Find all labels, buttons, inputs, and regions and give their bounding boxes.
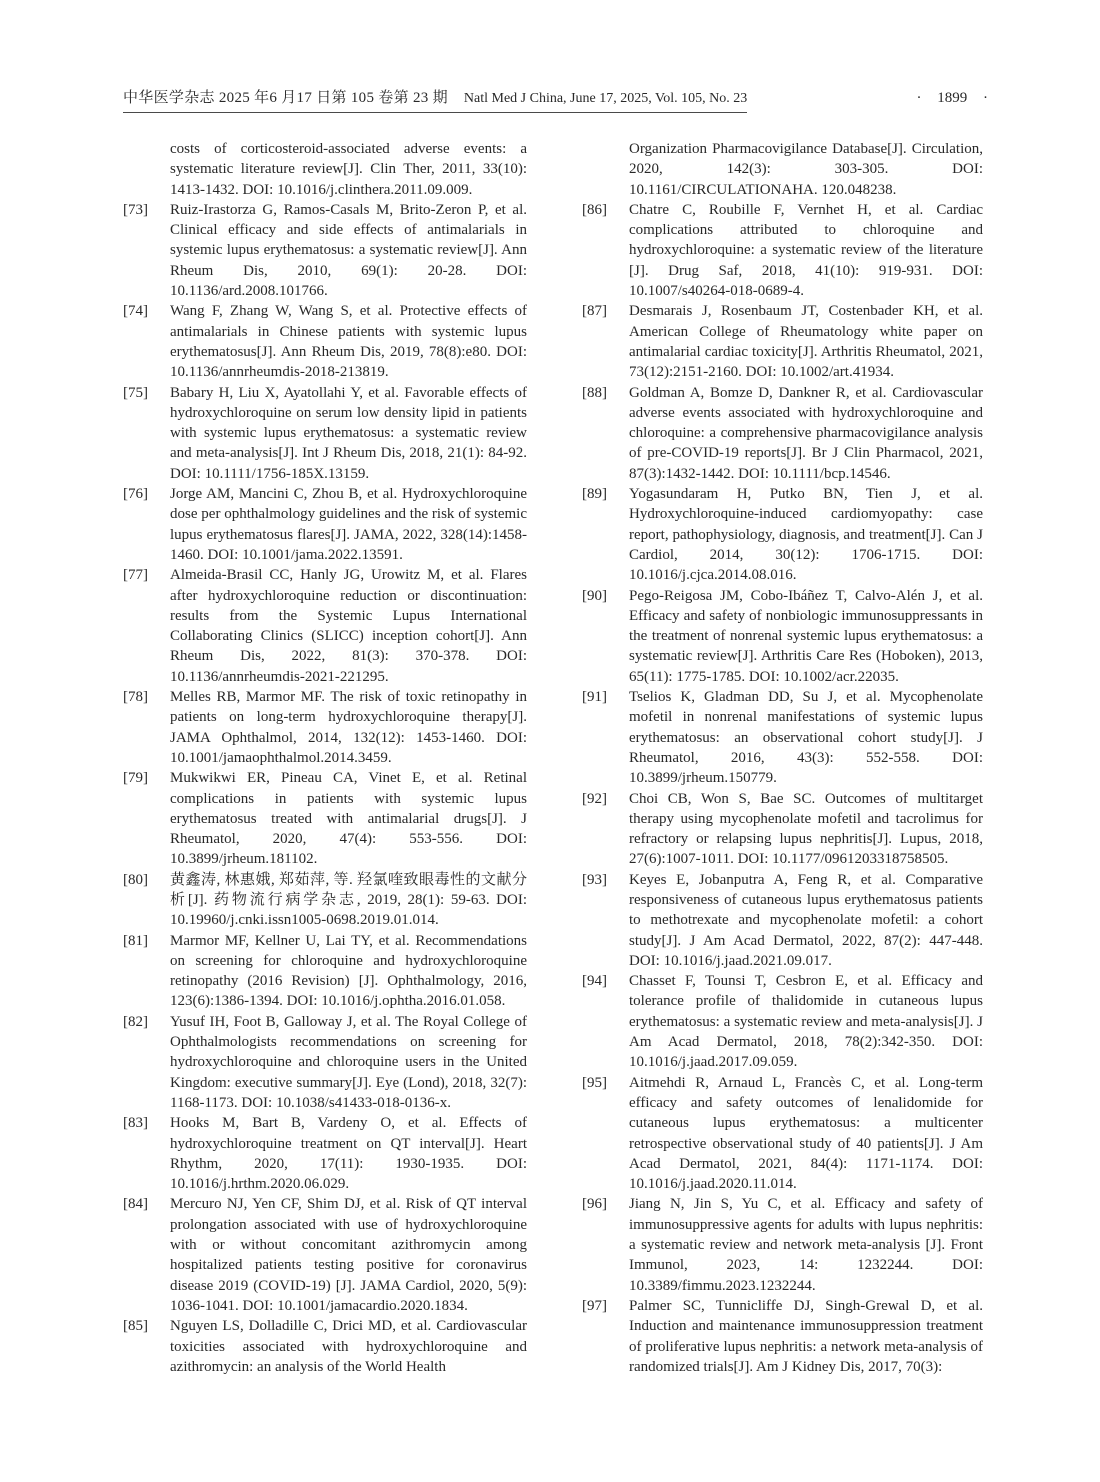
reference-text: Chasset F, Tounsi T, Cesbron E, et al. Efficacy and tolerance profile of thalidomide in cutaneous lupus erythematosus: a systematic review and meta-analysis[J]. J Am Acad Dermatol, 2018, 78(2):342-350. DOI: 10.1016/j.jaad.2017.09.059. (629, 973, 983, 1071)
page-header (123, 86, 988, 113)
reference-item (582, 484, 983, 585)
reference-number: [86] (582, 201, 607, 218)
references-left-column (123, 139, 527, 1377)
reference-text: Mercuro NJ, Yen CF, Shim DJ, et al. Risk of QT interval prolongation associated with use of hydroxychloroquine with or without concomitant azithromycin among hospitalized patients testing positive for coronavirus disease 2019 (COVID-19) [J]. JAMA Cardiol, 2020, 5(9): 1036-1041. DOI: 10.1001/jamacardio.2020.1834. (170, 1196, 527, 1314)
reference-number: [89] (582, 486, 607, 503)
reference-item (582, 586, 983, 687)
reference-item (582, 1194, 983, 1295)
reference-text: Palmer SC, Tunnicliffe DJ, Singh-Grewal D, et al. Induction and maintenance immunosuppression treatment of proliferative lupus nephritis: a network meta-analysis of randomized trials[J]. Am J Kidney Dis, 2017, 70(3): (629, 1297, 983, 1375)
journal-title-chinese: 中华医学杂志 2025 年6 月17 日第 105 卷第 23 期 (123, 90, 448, 106)
reference-item (123, 931, 527, 1012)
reference-text: Chatre C, Roubille F, Vernhet H, et al. Cardiac complications attributed to chloroquine and hydroxychloroquine: a systematic review of the literature [J]. Drug Saf, 2018, 41(10): 919-931. DOI: 10.1007/s40264-018-0689-4. (629, 201, 983, 300)
reference-text: Wang F, Zhang W, Wang S, et al. Protective effects of antimalarials in Chinese patients with systemic lupus erythematosus[J]. Ann Rheum Dis, 2019, 78(8):e80. DOI: 10.1136/annrheumdis-2018-213819. (170, 303, 527, 381)
reference-text: Yusuf IH, Foot B, Galloway J, et al. The Royal College of Ophthalmologists recommendations on screening for hydroxychloroquine and chloroquine users in the United Kingdom: executive summary[J]. Eye (Lond), 2018, 32(7): 1168-1173. DOI: 10.1038/s41433-018-0136-x. (170, 1013, 527, 1111)
journal-title-block (123, 86, 747, 113)
reference-text: Jiang N, Jin S, Yu C, et al. Efficacy and safety of immunosuppressive agents for adults with lupus nephritis: a systematic review and network meta-analysis [J]. Front Immunol, 2023, 14: 1232244. DOI: 10.3389/fimmu.2023.1232244. (629, 1196, 983, 1294)
reference-number: [95] (582, 1074, 607, 1091)
reference-number: [93] (582, 871, 607, 888)
reference-text: Choi CB, Won S, Bae SC. Outcomes of multitarget therapy using mycophenolate mofetil and tacrolimus for refractory or relapsing lupus nephritis[J]. Lupus, 2018, 27(6):1007-1011. DOI: 10.1177/0961203318758505. (629, 790, 983, 868)
reference-number: [97] (582, 1297, 607, 1314)
reference-item (123, 139, 527, 200)
reference-number: [84] (123, 1196, 148, 1213)
reference-text: Tselios K, Gladman DD, Su J, et al. Mycophenolate mofetil in nonrenal manifestations of systemic lupus erythematosus: an observational cohort study[J]. J Rheumatol, 2016, 43(3): 552-558. DOI: 10.3899/jrheum.150779. (629, 689, 983, 787)
reference-item (123, 1316, 527, 1377)
reference-number: [79] (123, 770, 148, 787)
reference-number: [74] (123, 303, 148, 320)
reference-number: [80] (123, 871, 148, 888)
reference-text: Yogasundaram H, Putko BN, Tien J, et al. Hydroxychloroquine-induced cardiomyopathy: case report, pathophysiology, diagnosis, and treatment[J]. Can J Cardiol, 2014, 30(12): 1706-1715. DOI: 10.1016/j.cjca.2014.08.016. (629, 486, 983, 584)
reference-number: [87] (582, 303, 607, 320)
reference-number: [73] (123, 201, 148, 218)
reference-number: [90] (582, 587, 607, 604)
reference-item (123, 1113, 527, 1194)
reference-text: Goldman A, Bomze D, Dankner R, et al. Cardiovascular adverse events associated with hydroxychloroquine and chloroquine: a comprehensive pharmacovigilance analysis of pre-COVID-19 reports[J]. Br J Clin Pharmacol, 2021, 87(3):1432-1442. DOI: 10.1111/bcp.14546. (629, 384, 983, 482)
reference-number: [81] (123, 932, 148, 949)
reference-text: 黄鑫涛, 林惠娥, 郑茹萍, 等. 羟氯喹致眼毒性的文献分析[J]. 药物流行病学杂志, 2019, 28(1): 59-63. DOI: 10.19960/j.cnki.issn1005-0698.2019.01.014. (170, 871, 527, 929)
reference-item (123, 1194, 527, 1316)
reference-item (123, 870, 527, 931)
reference-text: Desmarais J, Rosenbaum JT, Costenbader KH, et al. American College of Rheumatology white paper on antimalarial cardiac toxicity[J]. Arthritis Rheumatol, 2021, 73(12):2151-2160. DOI: 10.1002/art.41934. (629, 303, 983, 381)
reference-text: Aitmehdi R, Arnaud L, Francès C, et al. Long-term efficacy and safety outcomes of lenalidomide for cutaneous lupus erythematosus: a multicenter retrospective observational study of 40 patients[J]. J Am Acad Dermatol, 2021, 84(4): 1171-1174. DOI: 10.1016/j.jaad.2020.11.014. (629, 1074, 983, 1193)
reference-item (582, 687, 983, 788)
reference-text: Nguyen LS, Dolladille C, Drici MD, et al. Cardiovascular toxicities associated with hydroxychloroquine and azithromycin: an analysis of the World Health (170, 1318, 527, 1375)
reference-text: Almeida-Brasil CC, Hanly JG, Urowitz M, et al. Flares after hydroxychloroquine reduction or discontinuation: results from the Systemic Lupus International Collaborating Clinics (SLICC) inception cohort[J]. Ann Rheum Dis, 2022, 81(3): 370-378. DOI: 10.1136/annrheumdis-2021-221295. (170, 567, 527, 685)
reference-text: Mukwikwi ER, Pineau CA, Vinet E, et al. Retinal complications in patients with systemic lupus erythematosus treated with antimalarial drugs[J]. J Rheumatol, 2020, 47(4): 553-556. DOI: 10.3899/jrheum.181102. (170, 770, 527, 868)
reference-text: costs of corticosteroid-associated adverse events: a systematic literature review[J]. Clin Ther, 2011, 33(10): 1413-1432. DOI: 10.1016/j.clinthera.2011.09.009. (170, 141, 527, 198)
reference-number: [78] (123, 689, 148, 706)
references-section (123, 139, 983, 1377)
reference-item (582, 301, 983, 382)
reference-text: Melles RB, Marmor MF. The risk of toxic retinopathy in patients on long-term hydroxychloroquine therapy[J]. JAMA Ophthalmol, 2014, 132(12): 1453-1460. DOI: 10.1001/jamaophthalmol.2014.3459. (170, 689, 527, 766)
reference-item (123, 565, 527, 687)
reference-item (582, 1073, 983, 1195)
reference-number: [82] (123, 1013, 148, 1030)
reference-number: [85] (123, 1318, 148, 1335)
reference-text: Keyes E, Jobanputra A, Feng R, et al. Comparative responsiveness of cutaneous lupus erythematosus patients to methotrexate and mycophenolate mofetil: a cohort study[J]. J Am Acad Dermatol, 2022, 87(2): 447-448. DOI: 10.1016/j.jaad.2021.09.017. (629, 871, 983, 969)
reference-item (123, 383, 527, 484)
reference-item (582, 1296, 983, 1377)
reference-number: [91] (582, 689, 607, 706)
reference-item (123, 1012, 527, 1113)
page-number: · 1899 · (916, 90, 988, 106)
reference-item (582, 383, 983, 484)
reference-text: Organization Pharmacovigilance Database[J]. Circulation, 2020, 142(3): 303-305. DOI: 10.1161/CIRCULATIONAHA. 120.048238. (629, 141, 983, 198)
reference-number: [77] (123, 567, 148, 584)
reference-text: Hooks M, Bart B, Vardeny O, et al. Effects of hydroxychloroquine treatment on QT interval[J]. Heart Rhythm, 2020, 17(11): 1930-1935. DOI: 10.1016/j.hrthm.2020.06.029. (170, 1115, 527, 1193)
reference-item (582, 789, 983, 870)
reference-item (123, 301, 527, 382)
reference-number: [96] (582, 1196, 607, 1213)
reference-item (582, 971, 983, 1072)
reference-text: Pego-Reigosa JM, Cobo-Ibáñez T, Calvo-Alén J, et al. Efficacy and safety of nonbiologic immunosuppressants in the treatment of nonrenal systemic lupus erythematosus: a systematic review[J]. Arthritis Care Res (Hoboken), 2013, 65(11): 1775-1785. DOI: 10.1002/acr.22035. (629, 587, 983, 685)
reference-number: [88] (582, 384, 607, 401)
reference-item (582, 139, 983, 200)
reference-text: Babary H, Liu X, Ayatollahi Y, et al. Favorable effects of hydroxychloroquine on serum low density lipid in patients with systemic lupus erythematosus: a systematic review and meta-analysis[J]. Int J Rheum Dis, 2018, 21(1): 84-92. DOI: 10.1111/1756-185X.13159. (170, 384, 527, 482)
reference-item (123, 484, 527, 565)
references-right-column (582, 139, 983, 1377)
reference-item (582, 200, 983, 301)
reference-item (123, 768, 527, 869)
reference-number: [94] (582, 973, 607, 990)
reference-item (123, 200, 527, 301)
reference-number (582, 139, 629, 200)
reference-number (123, 139, 170, 200)
reference-number: [92] (582, 790, 607, 807)
reference-text: Marmor MF, Kellner U, Lai TY, et al. Recommendations on screening for chloroquine and hydroxychloroquine retinopathy (2016 Revision) [J]. Ophthalmology, 2016, 123(6):1386-1394. DOI: 10.1016/j.ophtha.2016.01.058. (170, 932, 527, 1010)
reference-text: Ruiz-Irastorza G, Ramos-Casals M, Brito-Zeron P, et al. Clinical efficacy and side effects of antimalarials in systemic lupus erythematosus: a systematic review[J]. Ann Rheum Dis, 2010, 69(1): 20-28. DOI: 10.1136/ard.2008.101766. (170, 201, 527, 300)
journal-title-english: Natl Med J China, June 17, 2025, Vol. 105, No. 23 (463, 91, 748, 106)
reference-number: [83] (123, 1115, 148, 1132)
reference-number: [76] (123, 486, 148, 503)
reference-item (123, 687, 527, 768)
reference-item (582, 870, 983, 971)
reference-text: Jorge AM, Mancini C, Zhou B, et al. Hydroxychloroquine dose per ophthalmology guidelines and the risk of systemic lupus erythematosus flares[J]. JAMA, 2022, 328(14):1458-1460. DOI: 10.1001/jama.2022.13591. (170, 486, 527, 563)
reference-number: [75] (123, 384, 148, 401)
